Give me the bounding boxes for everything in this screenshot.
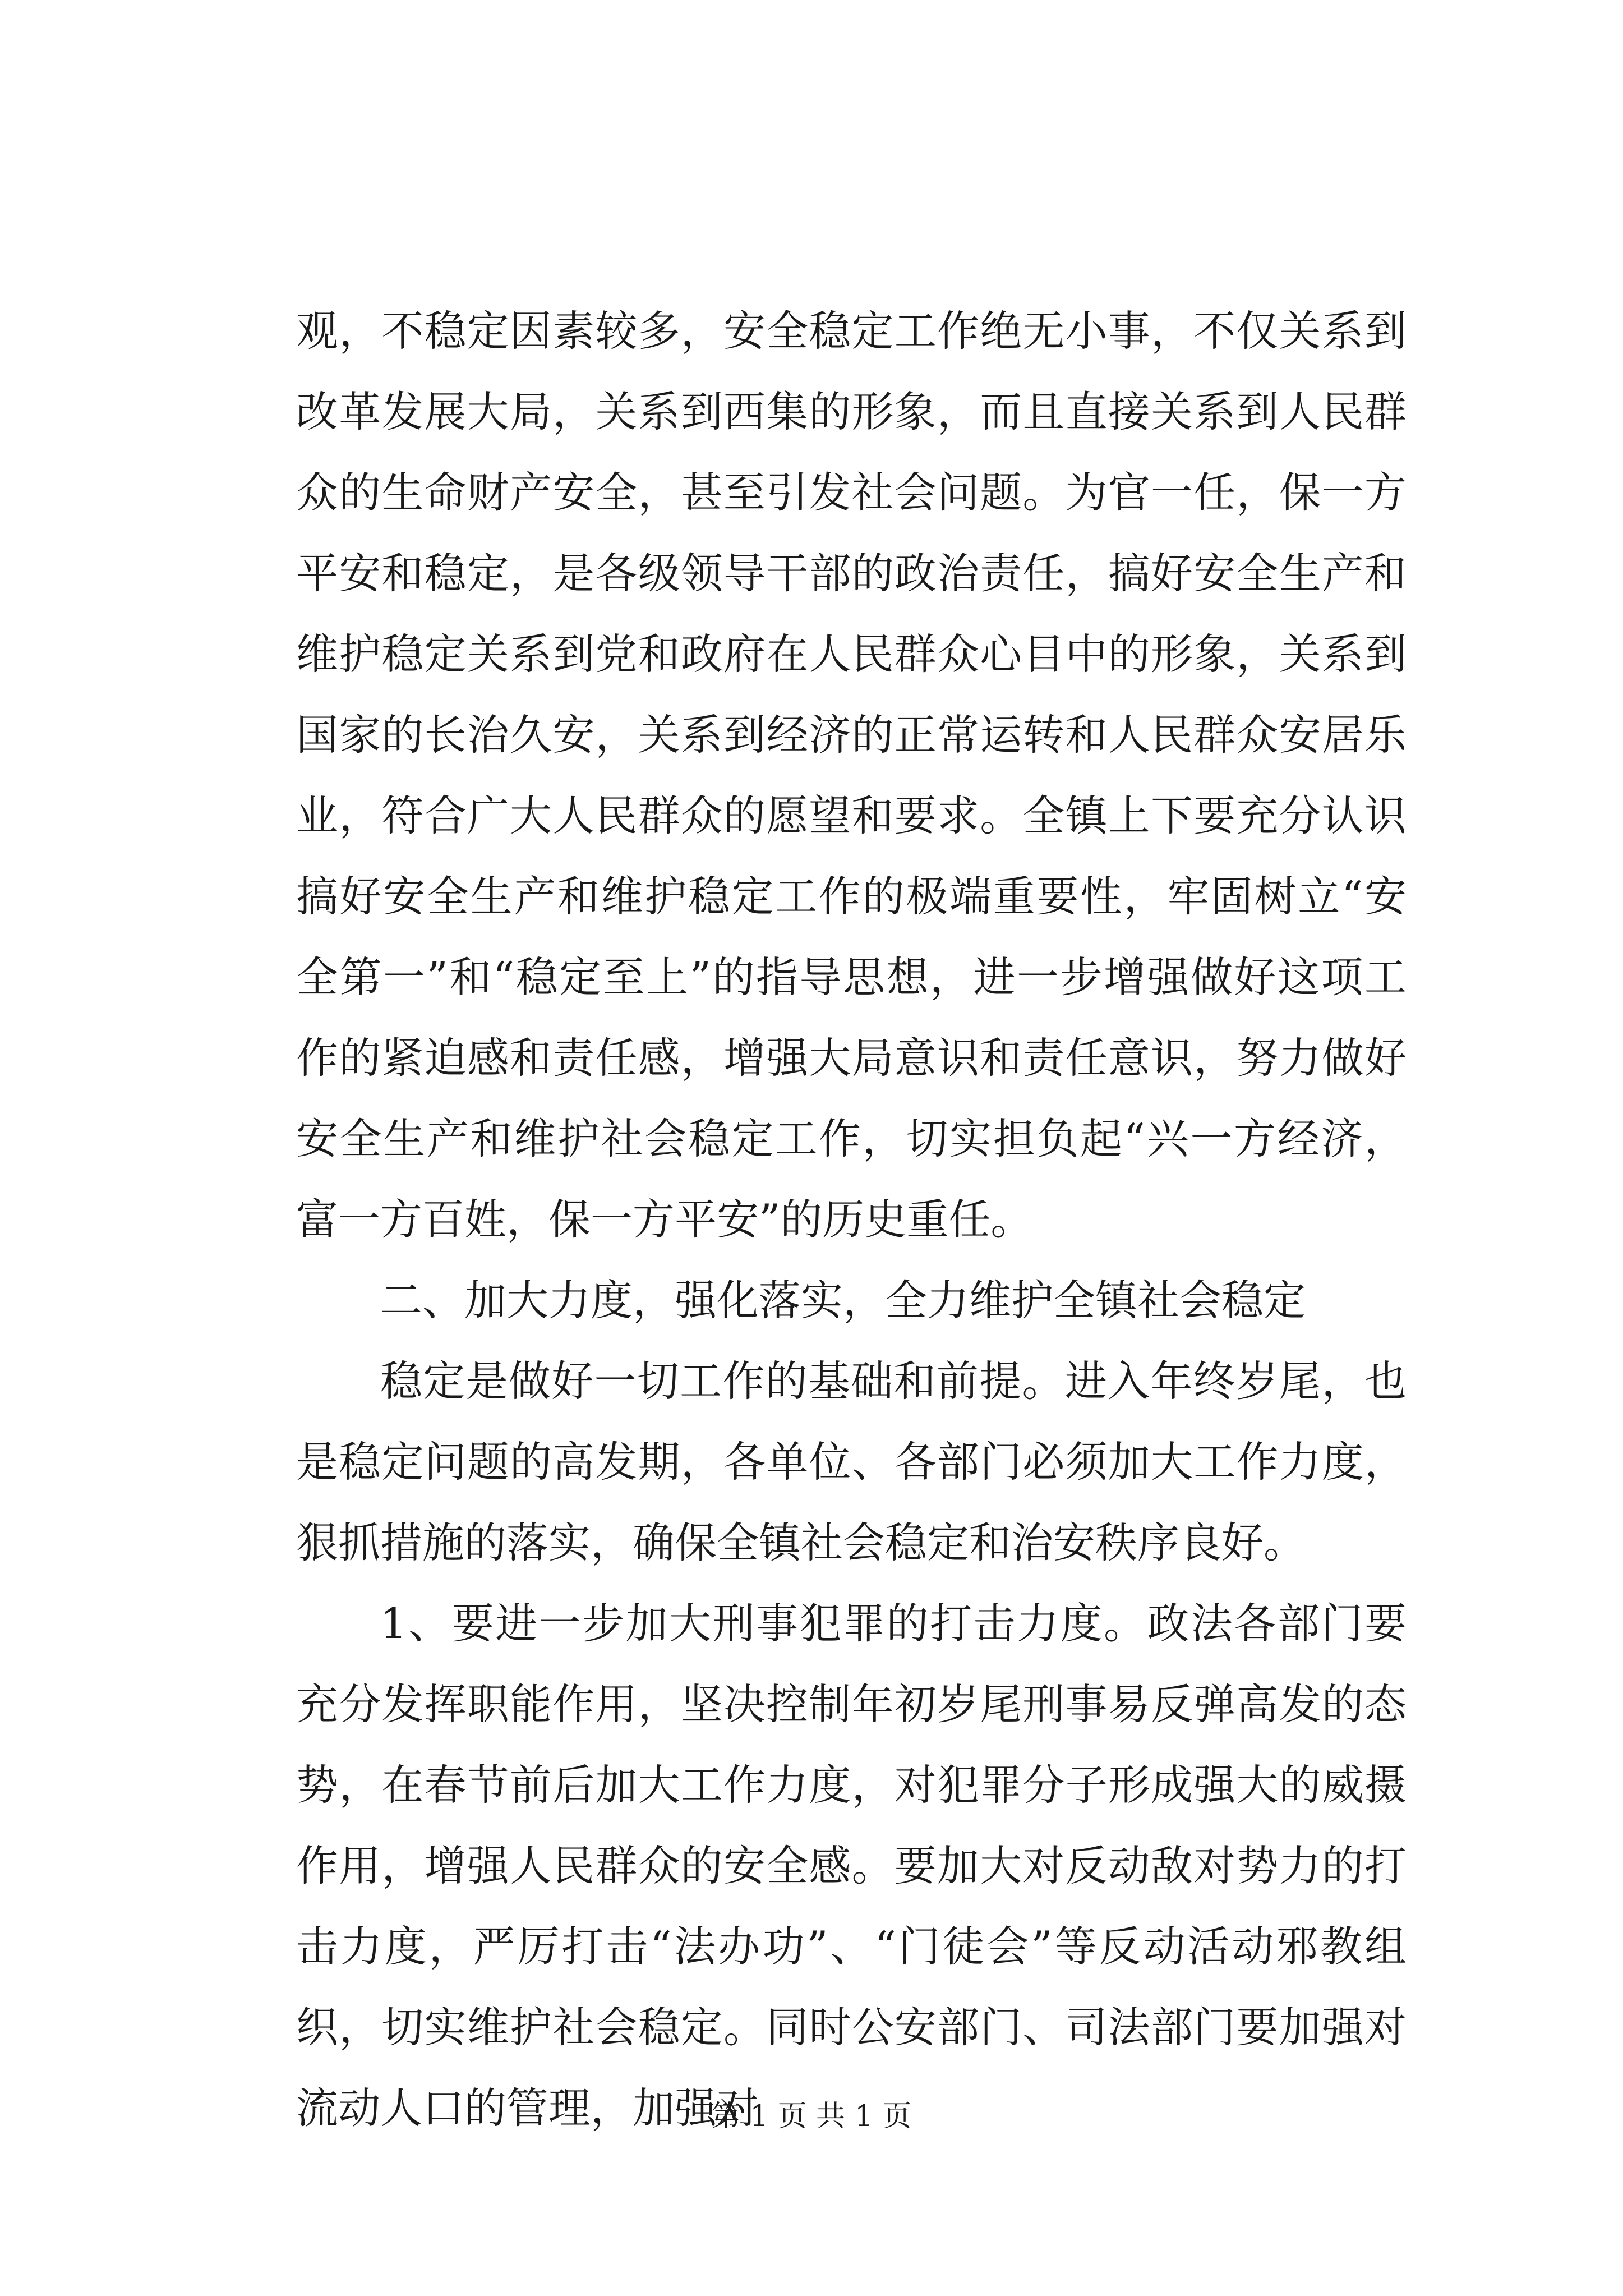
section-heading: 二、加大力度，强化落实，全力维护全镇社会稳定 bbox=[380, 1276, 1306, 1325]
paragraph: 1、要进一步加大刑事犯罪的打击力度。政法各部门要充分发挥职能作用，坚决控制年初岁尾刑事易反弹高发的态势，在春节前后加大工作力度，对犯罪分子形成强大的威摄作用，增强人民群众的安全感。要加大对反动敌对势力的打击力度，严厉打击“法办功”、“门徒会”等反动活动邪教组织，切实维护社会稳定。同时公安部门、司法部门要加强对流动人口的管理，加强对 bbox=[296, 1599, 1407, 2133]
page-footer: 第 1 页 共 1 页 bbox=[711, 2100, 912, 2133]
document-body bbox=[296, 291, 1407, 2148]
paragraph: 稳定是做好一切工作的基础和前提。进入年终岁尾，也是稳定问题的高发期，各单位、各部门必须加大工作力度，狠抓措施的落实，确保全镇社会稳定和治安秩序良好。 bbox=[296, 1356, 1407, 1567]
paragraph-continuation: 观，不稳定因素较多，安全稳定工作绝无小事，不仅关系到改革发展大局，关系到西集的形象，而且直接关系到人民群众的生命财产安全，甚至引发社会问题。为官一任，保一方平安和稳定，是各级领导干部的政治责任，搞好安全生产和维护稳定关系到党和政府在人民群众心目中的形象，关系到国家的长治久安，关系到经济的正常运转和人民群众安居乐业，符合广大人民群众的愿望和要求。全镇上下要充分认识搞好安全生产和维护稳定工作的极端重要性，牢固树立“安全第一”和“稳定至上”的指导思想，进一步增强做好这项工作的紧迫感和责任感，增强大局意识和责任意识，努力做好安全生产和维护社会稳定工作，切实担负起“兴一方经济，富一方百姓，保一方平安”的历史重任。 bbox=[296, 306, 1407, 1244]
